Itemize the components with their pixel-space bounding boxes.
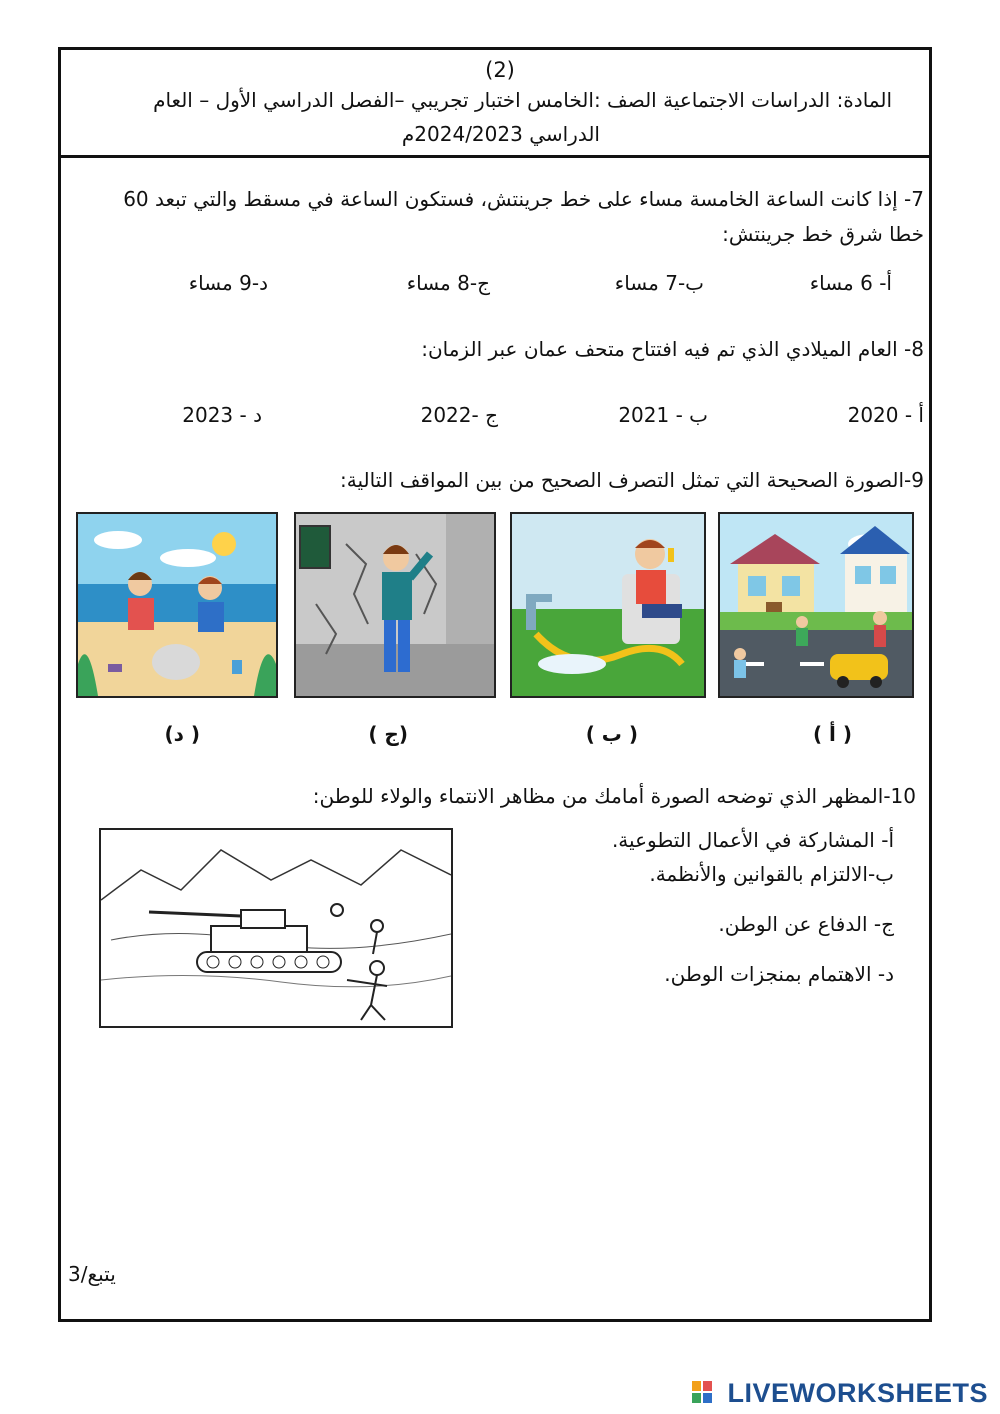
q7-text-line1: 7- إذا كانت الساعة الخامسة مساء على خط جرينتش، فستكون الساعة في مسقط والتي تبعد 60: [123, 187, 924, 211]
liveworksheets-logo-icon: [692, 1381, 712, 1407]
q8-option-d[interactable]: د - 2023: [182, 403, 262, 427]
continue-note: يتبع/3: [68, 1262, 116, 1286]
image-d-cleaning-beach: [76, 512, 278, 698]
q8-option-a[interactable]: أ - 2020: [847, 403, 924, 427]
header-year-line: الدراسي 2024/2023م: [401, 122, 600, 146]
image-soldiers-tank: [99, 828, 453, 1028]
image-b-wasting-water: [510, 512, 706, 698]
q8-text: 8- العام الميلادي الذي تم فيه افتتاح متحف عمان عبر الزمان:: [421, 337, 924, 361]
page-number: (2): [485, 58, 515, 82]
q7-text-line2: خطا شرق خط جرينتش:: [722, 222, 924, 246]
q7-option-c[interactable]: ج-8 مساء: [406, 271, 490, 295]
q9-label-d[interactable]: ( د): [164, 722, 200, 746]
image-c-writing-on-wall: [294, 512, 496, 698]
brand-name[interactable]: LIVEWORKSHEETS: [727, 1378, 988, 1408]
q10-option-b[interactable]: ب-الالتزام بالقوانين والأنظمة.: [649, 862, 894, 886]
image-a-street-scene: [718, 512, 914, 698]
header-subject-line: المادة: الدراسات الاجتماعية الصف :الخامس اختبار تجريبي –الفصل الدراسي الأول – العام: [153, 88, 892, 112]
q9-text: 9-الصورة الصحيحة التي تمثل التصرف الصحيح من بين المواقف التالية:: [339, 468, 924, 492]
q7-option-a[interactable]: أ- 6 مساء: [809, 271, 892, 295]
q10-option-d[interactable]: د- الاهتمام بمنجزات الوطن.: [664, 962, 894, 986]
q9-label-c[interactable]: (ج ): [368, 722, 408, 746]
q9-label-b[interactable]: ( ب ): [585, 722, 638, 746]
q10-text: 10-المظهر الذي توضحه الصورة أمامك من مظاهر الانتماء والولاء للوطن:: [312, 784, 916, 808]
header-divider: [58, 155, 932, 158]
q10-option-c[interactable]: ج- الدفاع عن الوطن.: [718, 912, 894, 936]
q8-option-b[interactable]: ب - 2021: [618, 403, 708, 427]
q9-label-a[interactable]: ( أ ): [812, 722, 852, 746]
q10-option-a[interactable]: أ- المشاركة في الأعمال التطوعية.: [611, 828, 894, 852]
q8-option-c[interactable]: ج -2022: [420, 403, 498, 427]
q7-option-d[interactable]: د-9 مساء: [188, 271, 268, 295]
q7-option-b[interactable]: ب-7 مساء: [614, 271, 704, 295]
